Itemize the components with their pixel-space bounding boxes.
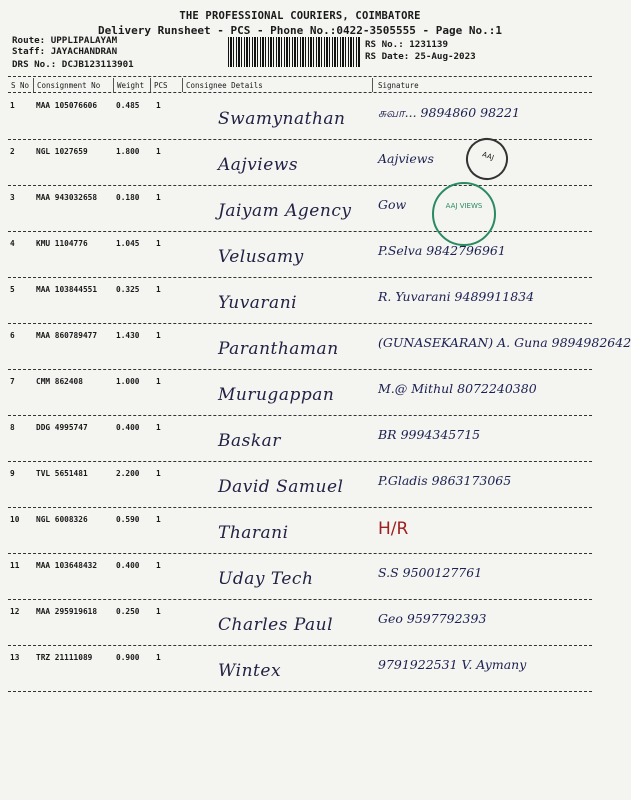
table-row [8,601,592,647]
consignment-number: MAA 105076606 [36,101,98,110]
column-header-divider [8,92,592,93]
consignment-number: TRZ 21111089 [36,653,93,662]
table-row [8,555,592,601]
weight: 1.045 [116,239,140,248]
consignee-name: Swamynathan [218,109,346,129]
serial-number: 12 [10,607,20,616]
weight: 0.400 [116,561,140,570]
consignee-name: Murugappan [218,385,335,405]
serial-number: 10 [10,515,20,524]
row-divider [8,461,592,462]
consignee-name: Aajviews [218,155,299,175]
consignee-name: Baskar [218,431,281,451]
row-divider [8,231,592,232]
company-title: THE PROFESSIONAL COURIERS, COIMBATORE [179,10,421,22]
col-divider [33,78,34,92]
serial-number: 4 [10,239,15,248]
consignment-number: MAA 860789477 [36,331,98,340]
table-row [8,371,592,417]
weight: 0.900 [116,653,140,662]
consignee-name: Paranthaman [218,339,339,359]
rs-number: RS No.: 1231139 [365,39,448,50]
company-seal [432,182,496,246]
pieces: 1 [156,515,161,524]
pieces: 1 [156,147,161,156]
weight: 1.800 [116,147,140,156]
table-row [8,417,592,463]
col-sno: S No [11,81,30,90]
pieces: 1 [156,423,161,432]
staff-label: Staff: JAYACHANDRAN [12,46,118,57]
barcode-icon [228,37,360,67]
signature: Aajviews [378,151,434,166]
row-divider [8,415,592,416]
pieces: 1 [156,653,161,662]
weight: 2.200 [116,469,140,478]
serial-number: 9 [10,469,15,478]
weight: 0.485 [116,101,140,110]
weight: 0.400 [116,423,140,432]
row-divider [8,645,592,646]
weight: 1.000 [116,377,140,386]
weight: 0.180 [116,193,140,202]
serial-number: 7 [10,377,15,386]
table-row [8,95,592,141]
pieces: 1 [156,101,161,110]
row-divider [8,369,592,370]
stamp-text: AAJ [481,150,495,162]
serial-number: 5 [10,285,15,294]
col-consignment: Consignment No [37,81,101,90]
rs-date: RS Date: 25-Aug-2023 [365,51,476,62]
seal-text: AAJ VIEWS [445,202,483,210]
table-row [8,187,592,233]
table-row [8,233,592,279]
consignment-number: MAA 943032658 [36,193,98,202]
signature: சுவா... 9894860 98221 [378,105,520,120]
drs-number: DRS No.: DCJB123113901 [12,59,134,70]
col-consignee: Consignee Details [186,81,263,90]
consignee-name: David Samuel [218,477,344,497]
consignment-number: MAA 103648432 [36,561,98,570]
table-row [8,325,631,371]
row-divider [8,185,592,186]
row-divider [8,139,592,140]
consignment-number: MAA 295919618 [36,607,98,616]
sheet-title: Delivery Runsheet - PCS - Phone No.:0422-3505555 - Page No.:1 [98,24,502,37]
consignment-number: DDG 4995747 [36,423,88,432]
col-divider [182,78,183,92]
pieces: 1 [156,607,161,616]
weight: 0.250 [116,607,140,616]
consignee-name: Wintex [218,661,282,681]
row-divider [8,323,592,324]
col-divider [113,78,114,92]
serial-number: 11 [10,561,20,570]
serial-number: 2 [10,147,15,156]
col-pcs: PCS [154,81,168,90]
signature: P.Selva 9842796961 [378,243,506,258]
signature: S.S 9500127761 [378,565,483,580]
weight: 0.325 [116,285,140,294]
consignment-number: MAA 103844551 [36,285,98,294]
signature: (GUNASEKARAN) A. Guna 9894982642 [378,335,631,350]
consignee-name: Velusamy [218,247,304,267]
signature: BR 9994345715 [378,427,481,442]
col-divider [150,78,151,92]
signature: P.Gladis 9863173065 [378,473,512,488]
serial-number: 1 [10,101,15,110]
weight: 0.590 [116,515,140,524]
pieces: 1 [156,331,161,340]
col-weight: Weight [117,81,145,90]
route-label: Route: UPPLIPALAYAM [12,35,118,46]
pieces: 1 [156,193,161,202]
consignee-name: Uday Tech [218,569,314,589]
header-divider [8,76,592,77]
consignee-name: Jaiyam Agency [218,201,352,221]
col-signature: Signature [378,81,419,90]
consignment-number: NGL 1027659 [36,147,88,156]
table-row [8,279,592,325]
signature: Geo 9597792393 [378,611,487,626]
consignment-number: KMU 1104776 [36,239,88,248]
pieces: 1 [156,469,161,478]
col-divider [372,78,373,92]
signature: M.@ Mithul 8072240380 [378,381,537,396]
consignee-name: Tharani [218,523,289,543]
consignee-name: Yuvarani [218,293,298,313]
row-divider [8,691,592,692]
table-row [8,463,592,509]
serial-number: 3 [10,193,15,202]
consignment-number: TVL 5651481 [36,469,88,478]
consignment-number: NGL 6008326 [36,515,88,524]
pieces: 1 [156,561,161,570]
row-divider [8,277,592,278]
serial-number: 6 [10,331,15,340]
serial-number: 8 [10,423,15,432]
pieces: 1 [156,285,161,294]
table-row [8,647,592,693]
table-row [8,509,592,555]
signature: 9791922531 V. Aymany [378,657,527,672]
consignment-number: CMM 862408 [36,377,83,386]
row-divider [8,507,592,508]
consignee-name: Charles Paul [218,615,334,635]
serial-number: 13 [10,653,20,662]
signature: Gow [378,197,407,212]
pieces: 1 [156,377,161,386]
signature: H/R [378,519,409,539]
row-divider [8,599,592,600]
row-divider [8,553,592,554]
signature: R. Yuvarani 9489911834 [378,289,535,304]
pieces: 1 [156,239,161,248]
weight: 1.430 [116,331,140,340]
